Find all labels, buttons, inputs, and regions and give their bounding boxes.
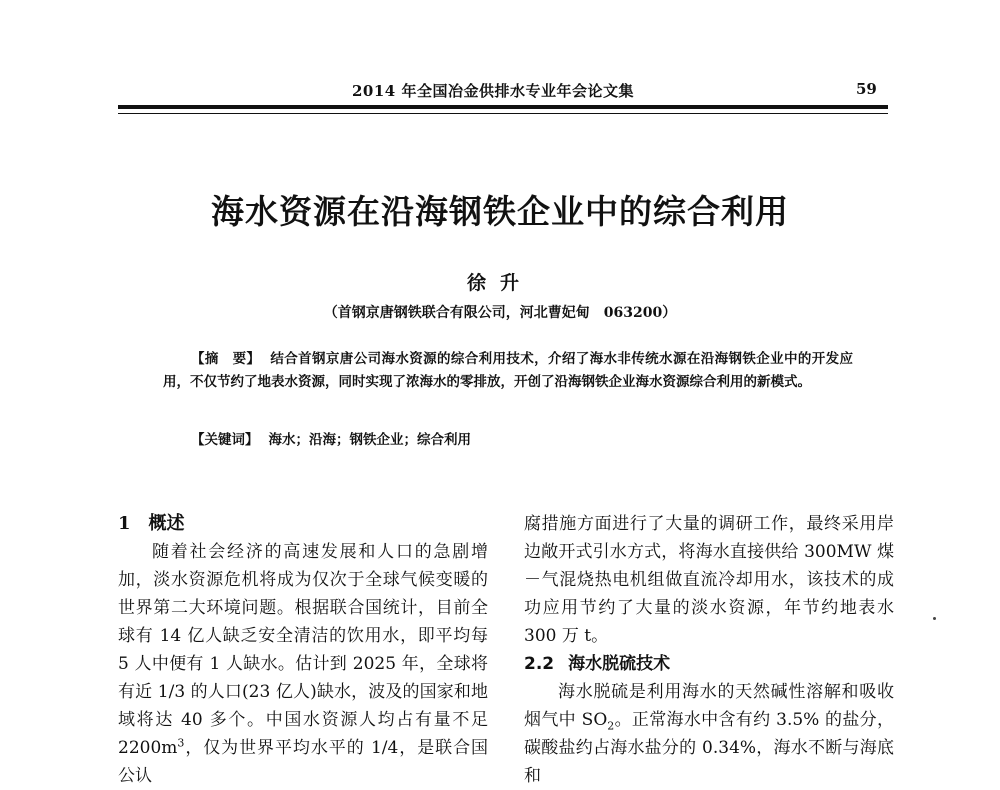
header-rule-thin (118, 113, 888, 114)
scan-speck (933, 617, 936, 620)
subscript-2: 2 (607, 719, 615, 733)
section-2-2-number: 2.2 (524, 654, 555, 674)
left-paragraph-part-a: 随着社会经济的高速发展和人口的急剧增加，淡水资源危机将成为仅次于全球气候变暖的世界第二大环境问题。根据联合国统计，目前全球有 14 亿人缺乏安全清洁的饮用水，即平均每 5 人中便有 1 人缺水。估计到 2025 年，全球将有近 1/3 的人口(23 亿人)缺水，波及的国家和地域将达 40 多个。中国水资源人均占有量不足 2200m (118, 542, 488, 758)
section-1-title: 概述 (148, 513, 185, 534)
superscript-3: 3 (177, 736, 185, 750)
section-2-2-heading (524, 650, 894, 678)
abstract-label: 【摘 要】 (191, 351, 261, 367)
paper-title: 海水资源在沿海钢铁企业中的综合利用 (211, 192, 789, 231)
keywords-text: 海水；沿海；钢铁企业；综合利用 (268, 432, 471, 448)
keywords (191, 428, 471, 448)
page-number: 59 (856, 80, 877, 98)
right-paragraph-2-part-b: 。正常海水中含有约 3.5% 的盐分，碳酸盐约占海水盐分的 0.34%，海水不断与海底和 (524, 710, 894, 786)
right-paragraph-2 (524, 678, 894, 790)
section-1-paragraph (118, 538, 488, 790)
left-column (118, 510, 488, 790)
paper-author: 徐升 (466, 272, 533, 294)
right-paragraph-2-part-a: 海水脱硫是利用海水的天然碱性溶解和吸收烟气中 SO (524, 682, 894, 730)
paper-affiliation: （首钢京唐钢铁联合有限公司，河北曹妃甸 063200） (323, 305, 677, 321)
abstract-text: 结合首钢京唐公司海水资源的综合利用技术，介绍了海水非传统水源在沿海钢铁企业中的开发应用，不仅节约了地表水资源，同时实现了浓海水的零排放，开创了沿海钢铁企业海水资源综合利用的新模式。 (163, 351, 854, 390)
right-paragraph-1: 腐措施方面进行了大量的调研工作，最终采用岸边敞开式引水方式，将海水直接供给 300MW 煤－气混烧热电机组做直流冷却用水，该技术的成功应用节约了大量的淡水资源，年节约地表水 300 万 t。 (524, 514, 894, 646)
abstract (163, 348, 853, 394)
running-header-title: 2014 年全国冶金供排水专业年会论文集 (352, 82, 634, 100)
keywords-label: 【关键词】 (191, 432, 259, 448)
right-column (524, 510, 894, 790)
section-1-heading (118, 510, 488, 538)
header-rule-thick (118, 105, 888, 109)
section-1-number: 1 (118, 513, 131, 534)
section-2-2-title: 海水脱硫技术 (568, 654, 671, 674)
left-paragraph-part-b: ，仅为世界平均水平的 1/4，是联合国公认 (118, 738, 488, 786)
